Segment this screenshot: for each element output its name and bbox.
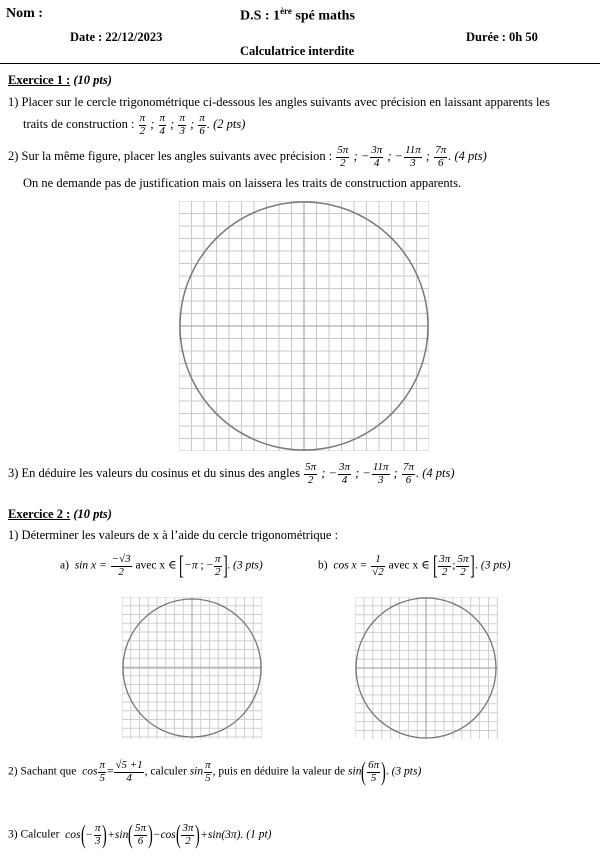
ex1-heading: Exercice 1 : (10 pts) [8,73,112,87]
ex1-q1-line1: 1) Placer sur le cercle trigonométrique ci-dessous les angles suivants avec précision en laissant apparents les [8,95,550,109]
ex2-q1b: b) cos x = $\frac{1}{√2}$ avec x ∈ [ $\frac{3\pi}{2}$ ; $\frac{5\pi}{2}$ ]. (3 pts) [318,551,511,580]
exam-duration: Durée : 0h 50 [466,30,538,44]
ex2-q1a: a) sin x = $\frac{-√3}{2}$ avec x ∈ [−π ; − $\frac{\pi}{2}$ ]. (3 pts) [60,551,263,580]
nom-label: Nom : [6,6,43,21]
ex2-q2: 2) Sachant que cos $\frac{\pi}{5}$ = $\frac{√5 +1}{4}$ , calculer sin $\frac{\pi}{5}$ , puis en déduire la valeur de sin( $\frac{6\pi}{5}$ ). (3 pts) [8,757,422,786]
ex2-heading: Exercice 2 : (10 pts) [8,507,112,521]
angle-frac: $\frac{\pi}{3}$ [179,112,185,137]
angle-frac: $\frac{\pi}{6}$ [199,112,205,137]
ex1-q2-note: On ne demande pas de justification mais on laissera les traits de construction apparents. [23,176,462,190]
header-divider [0,63,600,64]
trig-circle-a [122,597,262,739]
page-title: D.S : 1ère spé maths [240,6,355,24]
trig-circle-main [179,201,429,451]
angle-frac: $\frac{\pi}{2}$ [139,112,146,137]
trig-circle-b [355,597,498,739]
angle-frac: $\frac{\pi}{4}$ [159,112,166,137]
ex1-q3: 3) En déduire les valeurs du cosinus et du sinus des angles $\frac{5\pi}{2}$ ; − $\frac{3\pi}{4}$ ; − $\frac{11\pi}{3}$ ; $\frac{7\pi}{6}$ . (4 pts) [8,461,455,486]
ex1-q1-line2: traits de construction : $\frac{\pi}{2}$ ; $\frac{\pi}{4}$ ; $\frac{\pi}{3}$ ; $\frac{\pi}{6}$ . (2 pts) [23,112,246,137]
ex2-q3: 3) Calculer cos(− $\frac{\pi}{3}$ )+sin( $\frac{5\pi}{6}$ )−cos( $\frac{3\pi}{2}$ )+sin(3π). (1 pt) [8,820,272,849]
ex1-q2: 2) Sur la même figure, placer les angles suivants avec précision : $\frac{5\pi}{2}$ ; − $\frac{3\pi}{4}$ ; − $\frac{11\pi}{3}$ ; $\frac{7\pi}{6}$ . (4 pts) [8,144,487,169]
exam-date: Date : 22/12/2023 [70,30,163,44]
calculator-notice: Calculatrice interdite [240,44,355,58]
ex2-q1: 1) Déterminer les valeurs de x à l’aide du cercle trigonométrique : [8,528,339,542]
